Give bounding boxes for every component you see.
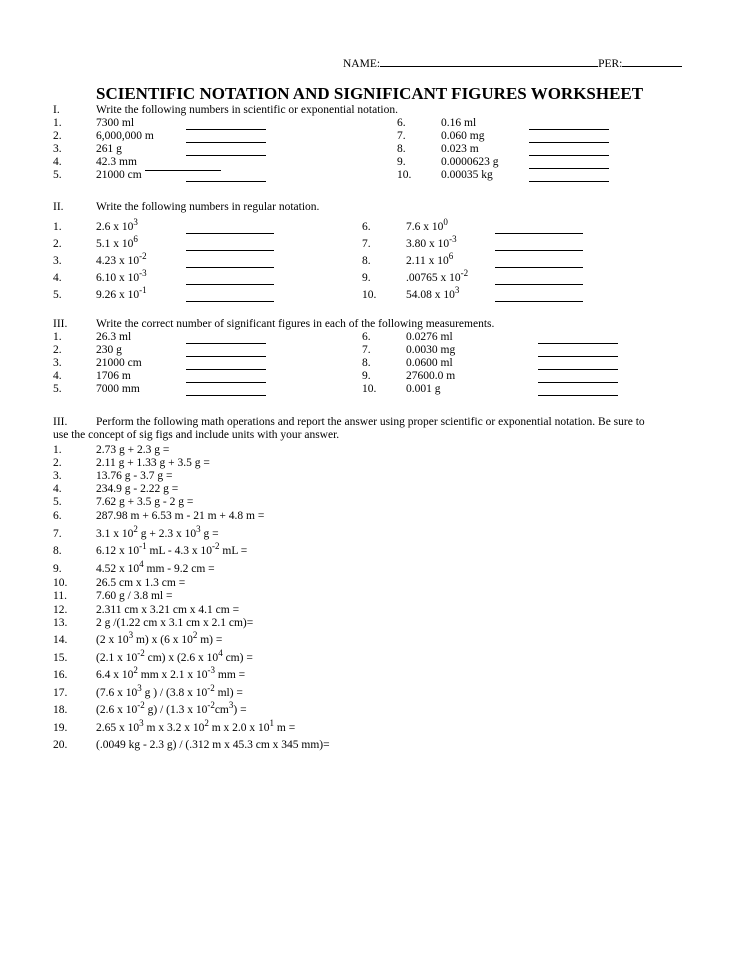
problem-expression [96, 718, 296, 735]
question-value: 27600.0 m [406, 370, 456, 382]
expression-part: cm) x (2.6 x 10 [144, 652, 219, 664]
problem-number: 20. [53, 739, 68, 751]
answer-blank[interactable] [529, 154, 609, 156]
expression-part: 6.4 x 10 [96, 669, 134, 681]
question-value: 0.001 g [406, 383, 441, 395]
answer-blank[interactable] [186, 249, 274, 251]
question-value: 9.26 x 10 [96, 289, 140, 301]
expression-part: 13.76 g - 3.7 g = [96, 470, 173, 482]
question-number: 7. [362, 238, 371, 250]
problem-number: 16. [53, 669, 68, 681]
question-text [406, 234, 457, 251]
expression-part: 2.11 g + 1.33 g + 3.5 g = [96, 457, 210, 469]
question-number: 9. [397, 156, 406, 168]
exponent: 3 [196, 524, 201, 534]
question-number: 9. [362, 272, 371, 284]
expression-part: (7.6 x 10 [96, 687, 138, 699]
expression-part: m) x (6 x 10 [133, 634, 193, 646]
answer-blank[interactable] [186, 342, 266, 344]
question-text [96, 156, 137, 169]
question-value: 26.3 ml [96, 331, 132, 343]
answer-blank[interactable] [145, 169, 221, 171]
expression-part: mm x 2.1 x 10 [137, 669, 208, 681]
problem-expression [96, 444, 169, 457]
expression-part: m = [274, 722, 296, 734]
answer-blank[interactable] [529, 128, 609, 130]
exponent: 3 [133, 217, 138, 227]
question-number: 7. [397, 130, 406, 142]
question-value: 3.80 x 10 [406, 238, 450, 250]
question-number: 8. [362, 357, 371, 369]
question-value: 1706 m [96, 370, 131, 382]
section-3-roman: III. [53, 318, 68, 330]
problem-expression [96, 604, 239, 617]
expression-part: (2.1 x 10 [96, 652, 138, 664]
question-text [406, 268, 469, 285]
question-value: 6.10 x 10 [96, 272, 140, 284]
exponent: -2 [139, 251, 147, 261]
problem-number: 5. [53, 496, 62, 508]
question-value: 0.0000623 g [441, 156, 499, 168]
question-number: 7. [362, 344, 371, 356]
expression-part: g ) / (3.8 x 10 [141, 687, 208, 699]
question-value: 2.6 x 10 [96, 221, 134, 233]
expression-part: 26.5 cm x 1.3 cm = [96, 577, 186, 589]
question-text [96, 357, 142, 370]
answer-blank[interactable] [538, 355, 618, 357]
question-number: 1. [53, 221, 62, 233]
problem-number: 13. [53, 617, 68, 629]
question-text [406, 370, 455, 383]
problem-expression [96, 648, 253, 665]
exponent: 4 [139, 559, 144, 569]
question-value: 0.16 ml [441, 117, 477, 129]
problem-expression [96, 559, 215, 576]
problem-number: 14. [53, 634, 68, 646]
problem-expression [96, 700, 247, 717]
question-number: 8. [362, 255, 371, 267]
question-text [96, 143, 122, 156]
answer-blank[interactable] [186, 154, 266, 156]
section-1-instruction: Write the following numbers in scientific or exponential notation. [96, 104, 398, 116]
expression-part: 3.1 x 10 [96, 528, 134, 540]
question-text [406, 217, 448, 234]
answer-blank[interactable] [186, 381, 266, 383]
expression-part: (2 x 10 [96, 634, 129, 646]
exponent: 3 [128, 630, 134, 640]
question-value: 0.060 mg [441, 130, 485, 142]
problem-number: 15. [53, 652, 68, 664]
problem-expression [96, 541, 248, 558]
section-4-instruction-line2: use the concept of sig figs and include units with your answer. [53, 429, 340, 441]
exponent: -2 [212, 541, 220, 551]
exponent: 2 [133, 524, 138, 534]
problem-expression [96, 590, 172, 603]
question-text [96, 285, 147, 302]
question-number: 5. [53, 289, 62, 301]
answer-blank[interactable] [186, 141, 266, 143]
exponent: 0 [443, 217, 448, 227]
exponent: -3 [449, 234, 457, 244]
name-label: NAME: [343, 58, 381, 70]
exponent: 3 [454, 285, 460, 295]
question-value: 0.0276 ml [406, 331, 453, 343]
question-text [441, 169, 493, 182]
question-text [96, 383, 140, 396]
expression-part: mL = [219, 545, 248, 557]
problem-expression [96, 577, 185, 590]
question-value: 21000 cm [96, 169, 142, 181]
question-text [96, 169, 142, 182]
problem-expression [96, 470, 172, 483]
answer-blank[interactable] [529, 167, 609, 169]
expression-part: ml) = [214, 687, 243, 699]
question-number: 10. [362, 289, 377, 301]
problem-number: 19. [53, 722, 68, 734]
problem-expression [96, 683, 243, 700]
problem-expression [96, 665, 246, 682]
question-number: 9. [362, 370, 371, 382]
expression-part: 2 g /(1.22 cm x 3.1 cm x 2.1 cm)= [96, 617, 254, 629]
question-text [96, 331, 131, 344]
problem-expression [96, 524, 219, 541]
question-value: 4.23 x 10 [96, 255, 140, 267]
question-number: 3. [53, 143, 62, 155]
question-value: 21000 cm [96, 357, 142, 369]
answer-blank[interactable] [495, 300, 583, 302]
exponent: -3 [139, 268, 147, 278]
expression-part: 2.65 x 10 [96, 722, 140, 734]
expression-part: 7.60 g / 3.8 ml = [96, 590, 173, 602]
problem-number: 2. [53, 457, 62, 469]
question-value: 0.0030 mg [406, 344, 456, 356]
answer-blank[interactable] [186, 368, 266, 370]
question-number: 6. [397, 117, 406, 129]
question-number: 1. [53, 331, 62, 343]
expression-part: 2.73 g + 2.3 g = [96, 444, 170, 456]
expression-part: mL - 4.3 x 10 [146, 545, 212, 557]
answer-blank[interactable] [186, 394, 266, 396]
question-text [406, 331, 453, 344]
section-4-instruction-line1: Perform the following math operations and report the answer using proper scientific or exponential notation. Be sure to [96, 416, 645, 428]
question-number: 5. [53, 383, 62, 395]
section-3-instruction: Write the correct number of significant figures in each of the following measurements. [96, 318, 495, 330]
answer-blank[interactable] [495, 283, 583, 285]
answer-blank[interactable] [186, 128, 266, 130]
expression-part: m x 3.2 x 10 [143, 722, 205, 734]
question-text [406, 285, 460, 302]
question-value: 42.3 mm [96, 156, 137, 168]
question-text [96, 217, 138, 234]
question-number: 2. [53, 238, 62, 250]
answer-blank[interactable] [538, 381, 618, 383]
expression-part: m x 2.0 x 10 [208, 722, 270, 734]
answer-blank[interactable] [538, 342, 618, 344]
question-number: 1. [53, 117, 62, 129]
question-text [406, 357, 453, 370]
exponent: -2 [137, 648, 145, 658]
question-text [96, 234, 138, 251]
problem-expression [96, 457, 210, 470]
question-text [406, 251, 454, 268]
expression-part: mm = [215, 669, 246, 681]
exponent: 3 [137, 683, 142, 693]
answer-blank[interactable] [186, 232, 274, 234]
question-text [441, 117, 476, 130]
question-number: 4. [53, 272, 62, 284]
answer-blank[interactable] [186, 283, 274, 285]
question-value: 230 g [96, 344, 122, 356]
expression-part: g) / (1.3 x 10 [144, 704, 208, 716]
problem-number: 9. [53, 563, 62, 575]
question-value: 7300 ml [96, 117, 135, 129]
problem-expression [96, 510, 264, 523]
problem-expression [96, 739, 330, 752]
section-2-roman: II. [53, 201, 64, 213]
expression-part: g + 2.3 x 10 [137, 528, 197, 540]
question-number: 10. [362, 383, 377, 395]
exponent: -1 [139, 285, 147, 295]
question-text [96, 130, 154, 143]
problem-number: 11. [53, 590, 67, 602]
exponent: 1 [269, 718, 275, 728]
question-text [441, 143, 479, 156]
exponent: 6 [133, 234, 138, 244]
question-text [406, 344, 455, 357]
question-value: 0.023 m [441, 143, 479, 155]
exponent: -2 [137, 700, 145, 710]
question-value: .00765 x 10 [406, 272, 461, 284]
exponent: -2 [207, 700, 215, 710]
exponent: 3 [139, 718, 144, 728]
question-number: 6. [362, 331, 371, 343]
answer-blank[interactable] [186, 355, 266, 357]
question-number: 4. [53, 156, 62, 168]
problem-number: 3. [53, 470, 62, 482]
exponent: 2 [192, 630, 198, 640]
answer-blank[interactable] [538, 368, 618, 370]
expression-part: cm) = [222, 652, 253, 664]
question-text [96, 117, 134, 130]
question-number: 10. [397, 169, 412, 181]
per-label: PER: [598, 58, 623, 70]
expression-part: g = [200, 528, 219, 540]
expression-part: 234.9 g - 2.22 g = [96, 483, 179, 495]
problem-number: 12. [53, 604, 68, 616]
exponent: -2 [207, 683, 215, 693]
problem-expression [96, 496, 193, 509]
expression-part: (2.6 x 10 [96, 704, 138, 716]
problem-number: 4. [53, 483, 62, 495]
expression-part: ) = [233, 704, 247, 716]
question-text [441, 156, 499, 169]
section-2-instruction: Write the following numbers in regular notation. [96, 201, 320, 213]
question-value: 0.0600 ml [406, 357, 453, 369]
answer-blank[interactable] [186, 266, 274, 268]
exponent: -2 [460, 268, 469, 278]
problem-expression [96, 630, 223, 647]
question-text [96, 370, 131, 383]
question-text [96, 251, 147, 268]
expression-part: 7.62 g + 3.5 g - 2 g = [96, 496, 194, 508]
exponent: -1 [139, 541, 147, 551]
question-value: 261 g [96, 143, 122, 155]
page-title: SCIENTIFIC NOTATION AND SIGNIFICANT FIGURES WORKSHEET [96, 84, 644, 103]
exponent: 6 [448, 251, 454, 261]
question-number: 4. [53, 370, 62, 382]
problem-number: 1. [53, 444, 62, 456]
expression-part: 2.311 cm x 3.21 cm x 4.1 cm = [96, 604, 240, 616]
question-value: 5.1 x 10 [96, 238, 134, 250]
question-value: 54.08 x 10 [406, 289, 455, 301]
question-text [406, 383, 441, 396]
per-blank[interactable] [622, 55, 682, 67]
answer-blank[interactable] [529, 180, 609, 182]
question-text [441, 130, 484, 143]
problem-number: 6. [53, 510, 62, 522]
exponent: -3 [207, 665, 216, 675]
exponent: 2 [204, 718, 209, 728]
problem-number: 18. [53, 704, 68, 716]
problem-number: 17. [53, 687, 68, 699]
answer-blank[interactable] [529, 141, 609, 143]
expression-part: 4.52 x 10 [96, 563, 140, 575]
question-number: 3. [53, 255, 62, 267]
question-value: 0.00035 kg [441, 169, 493, 181]
answer-blank[interactable] [538, 394, 618, 396]
question-number: 8. [397, 143, 406, 155]
expression-part: 6.12 x 10 [96, 545, 140, 557]
question-number: 3. [53, 357, 62, 369]
expression-part: mm - 9.2 cm = [143, 563, 215, 575]
exponent: 4 [218, 648, 223, 658]
question-number: 2. [53, 344, 62, 356]
question-number: 6. [362, 221, 371, 233]
question-value: 7000 mm [96, 383, 140, 395]
expression-part: cm [214, 704, 229, 716]
section-4-roman: III. [53, 416, 68, 428]
question-value: 6,000,000 m [96, 130, 154, 142]
exponent: 2 [133, 665, 138, 675]
section-1-roman: I. [53, 104, 60, 116]
problem-number: 7. [53, 528, 62, 540]
answer-blank[interactable] [495, 232, 583, 234]
question-value: 2.11 x 10 [406, 255, 449, 267]
exponent: 3 [228, 700, 234, 710]
question-text [96, 344, 122, 357]
expression-part: 287.98 m + 6.53 m - 21 m + 4.8 m = [96, 510, 265, 522]
problem-expression [96, 483, 178, 496]
answer-blank[interactable] [186, 300, 274, 302]
question-text [96, 268, 147, 285]
answer-blank[interactable] [186, 180, 266, 182]
question-number: 2. [53, 130, 62, 142]
problem-number: 8. [53, 545, 62, 557]
question-value: 7.6 x 10 [406, 221, 444, 233]
answer-blank[interactable] [495, 249, 583, 251]
expression-part: m) = [197, 634, 223, 646]
name-blank[interactable] [380, 55, 598, 67]
answer-blank[interactable] [495, 266, 583, 268]
problem-number: 10. [53, 577, 68, 589]
expression-part: (.0049 kg - 2.3 g) / (.312 m x 45.3 cm x 345 mm)= [96, 739, 330, 751]
problem-expression [96, 617, 253, 630]
name-per-header [343, 55, 682, 71]
question-number: 5. [53, 169, 62, 181]
